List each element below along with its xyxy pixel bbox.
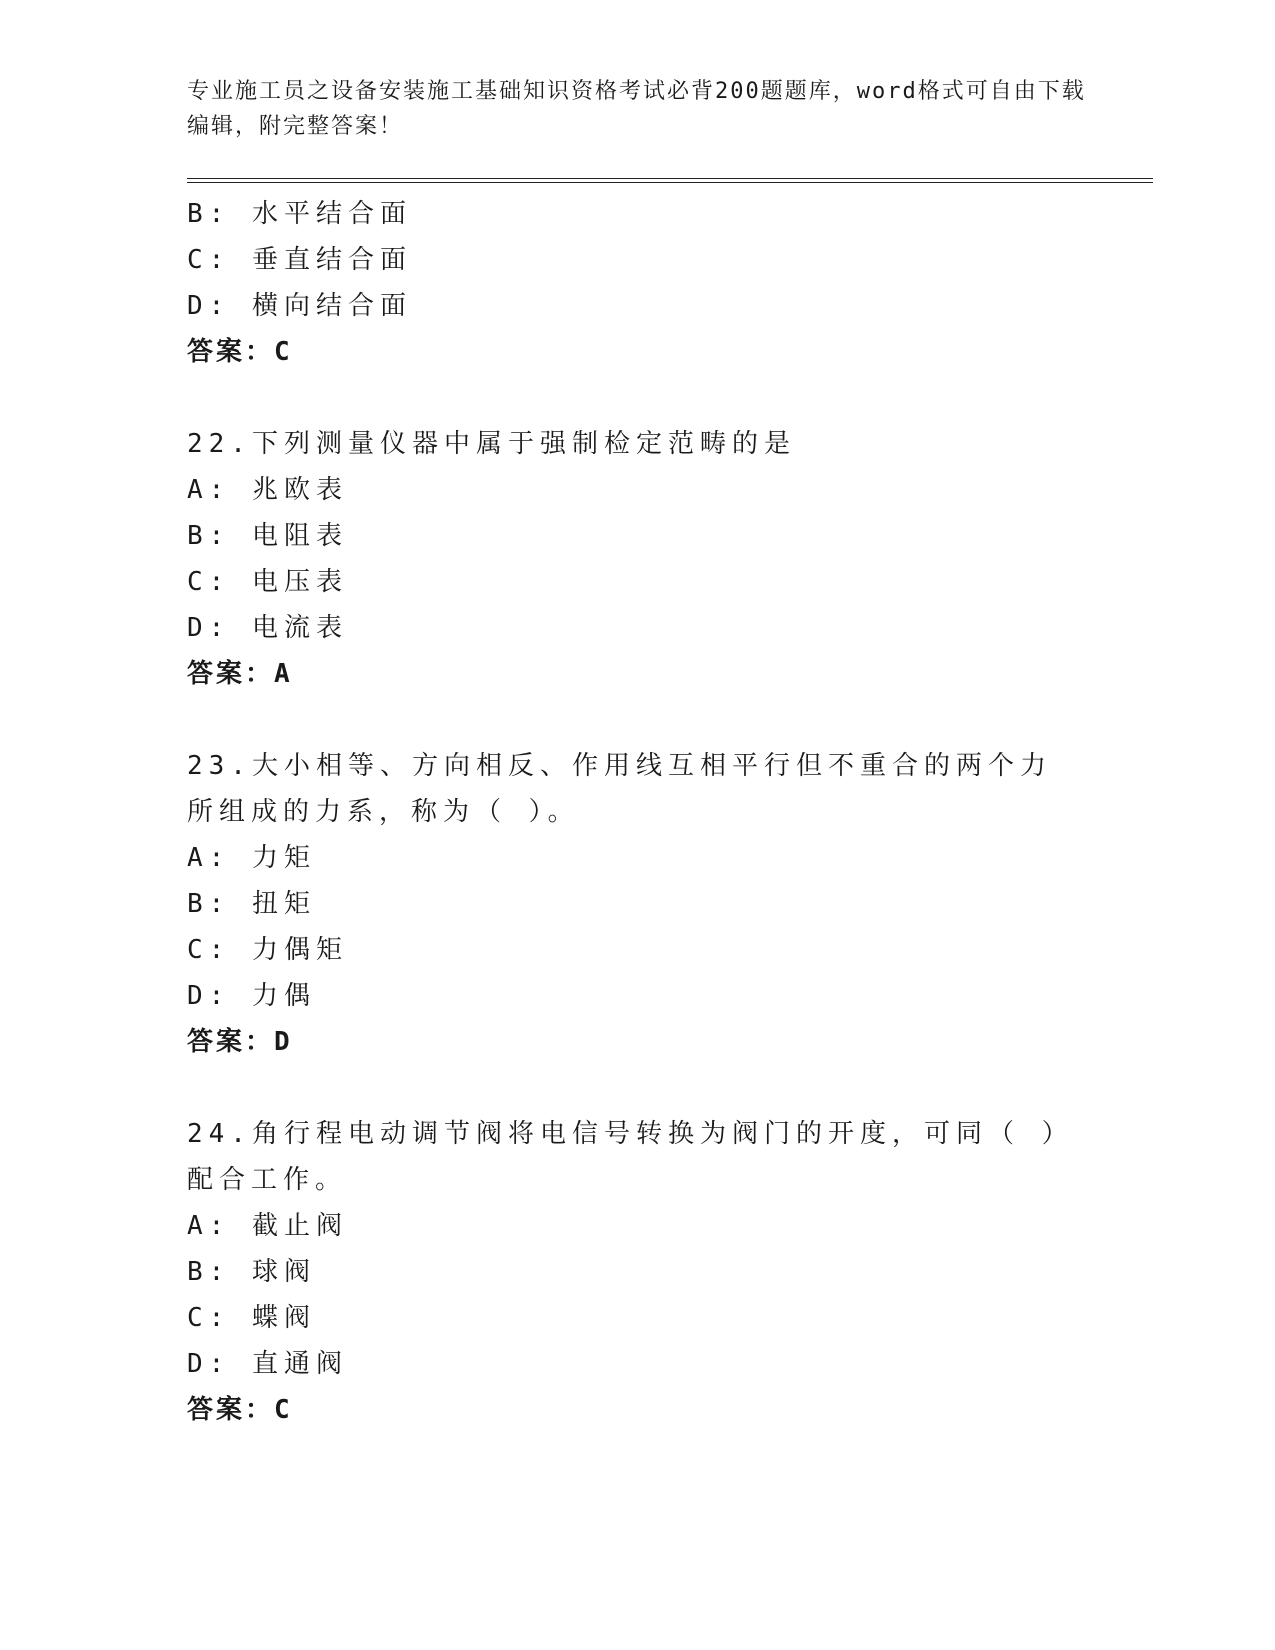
question-list <box>187 191 1087 1433</box>
option-d: D: 电流表 <box>187 613 348 643</box>
answer-text: 答案：C <box>187 337 293 367</box>
option-b: B: 扭矩 <box>187 889 316 919</box>
option-a: A: 力矩 <box>187 843 316 873</box>
question-24 <box>187 1111 1087 1433</box>
question-22 <box>187 421 1087 697</box>
question-text: 22.下列测量仪器中属于强制检定范畴的是 <box>187 429 796 459</box>
spacer <box>187 1065 1087 1111</box>
option-a: A: 兆欧表 <box>187 475 348 505</box>
header-divider <box>187 178 1153 183</box>
question-23 <box>187 743 1087 1065</box>
answer-text: 答案：A <box>187 659 293 689</box>
option-b: B: 电阻表 <box>187 521 348 551</box>
option-c: C: 电压表 <box>187 567 348 597</box>
option-c: C: 蝶阀 <box>187 1303 316 1333</box>
spacer <box>187 697 1087 743</box>
question-text: 23.大小相等、方向相反、作用线互相平行但不重合的两个力所组成的力系，称为（ ）。 <box>187 751 1052 827</box>
option-b: B: 球阀 <box>187 1257 316 1287</box>
document-title: 专业施工员之设备安装施工基础知识资格考试必背200题题库，word格式可自由下载编辑，附完整答案！ <box>187 79 1086 139</box>
option-d: D: 横向结合面 <box>187 291 412 321</box>
question-text: 24.角行程电动调节阀将电信号转换为阀门的开度，可同（ ）配合工作。 <box>187 1119 1061 1195</box>
question-fragment <box>187 191 1087 375</box>
answer-text: 答案：D <box>187 1027 293 1057</box>
option-a: A: 截止阀 <box>187 1211 348 1241</box>
option-c: C: 力偶矩 <box>187 935 348 965</box>
spacer <box>187 375 1087 421</box>
option-c: C: 垂直结合面 <box>187 245 412 275</box>
answer-text: 答案：C <box>187 1395 293 1425</box>
option-d: D: 直通阀 <box>187 1349 348 1379</box>
option-b: B: 水平结合面 <box>187 199 412 229</box>
option-d: D: 力偶 <box>187 981 316 1011</box>
document-header <box>187 74 1087 144</box>
